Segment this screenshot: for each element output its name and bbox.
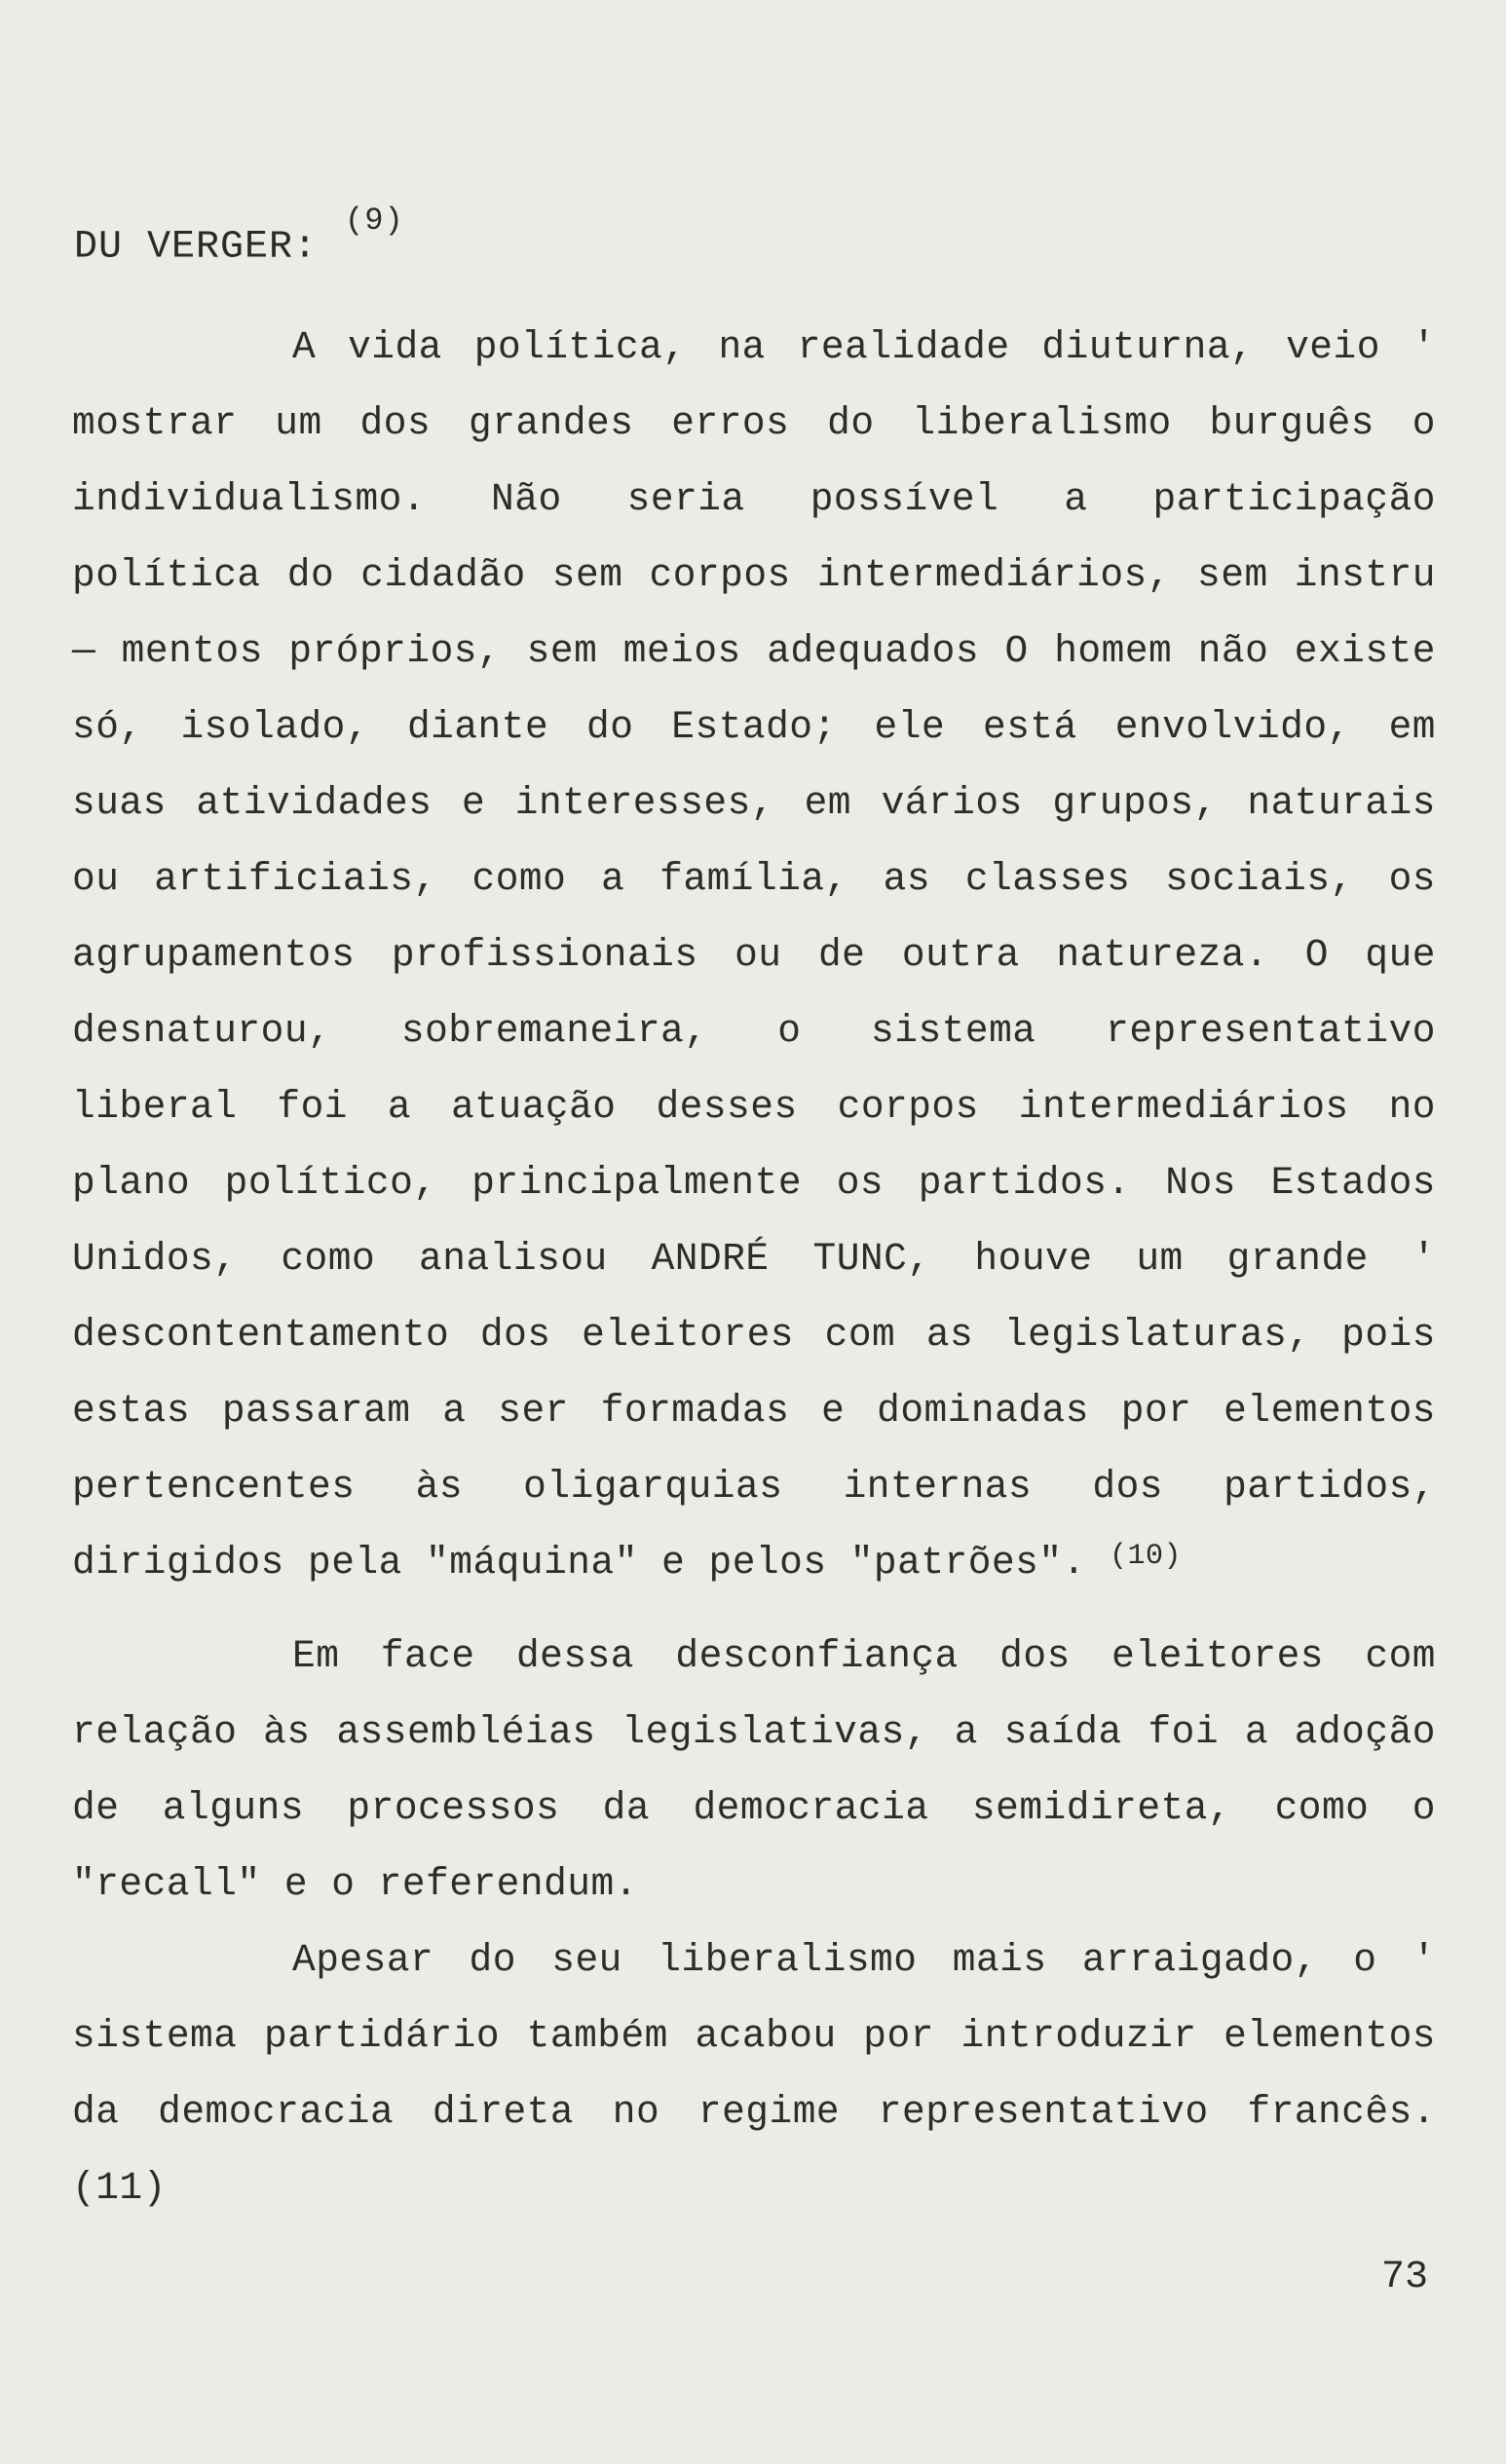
- paragraph-1-text: A vida política, na realidade diuturna, veio ' mostrar um dos grandes erros do liberalismo burguês o individualismo. Não seria possível a participação política do cidadão sem corpos intermediários, sem instru — mentos próprios, sem meios adequados O homem não existe só, isolado, diante do Estado; ele está envolvido, em suas atividades e interesses, em vários grupos, naturais ou artificiais, como a família, as classes sociais, os agrupamentos profissionais ou de outra natureza. O que desnaturou, sobremaneira, o sistema representativo liberal foi a atuação desses corpos intermediários no plano político, principalmente os partidos. Nos Estados Unidos, como analisou ANDRÉ TUNC, houve um grande ' descontentamento dos eleitores com as legislaturas, pois estas passaram a ser formadas e dominadas por elementos pertencentes às oligarquias internas dos partidos, dirigidos pela "máquina" e pelos "patrões".: [72, 325, 1436, 1585]
- section-heading: [74, 203, 404, 270]
- paragraph-2-text: Em face dessa desconfiança dos eleitores com relação às assembléias legislativas, a saída foi a adoção de alguns processos da democracia semidireta, como o "recall" e o referendum.: [72, 1634, 1436, 1906]
- paragraph-3-text: Apesar do seu liberalismo mais arraigado, o ' sistema partidário também acabou por introduzir elementos da democracia direta no regime representativo francês. (11): [72, 1938, 1436, 2210]
- paragraph-1-footnote-ref: (10): [1110, 1540, 1183, 1573]
- paragraph-1: [72, 310, 1436, 1604]
- paragraph-3: [72, 1923, 1436, 2226]
- heading-footnote-ref: (9): [345, 203, 404, 239]
- page-number: 73: [1380, 2256, 1428, 2299]
- heading-label: DU VERGER:: [74, 225, 319, 270]
- paragraph-2: [72, 1619, 1436, 1923]
